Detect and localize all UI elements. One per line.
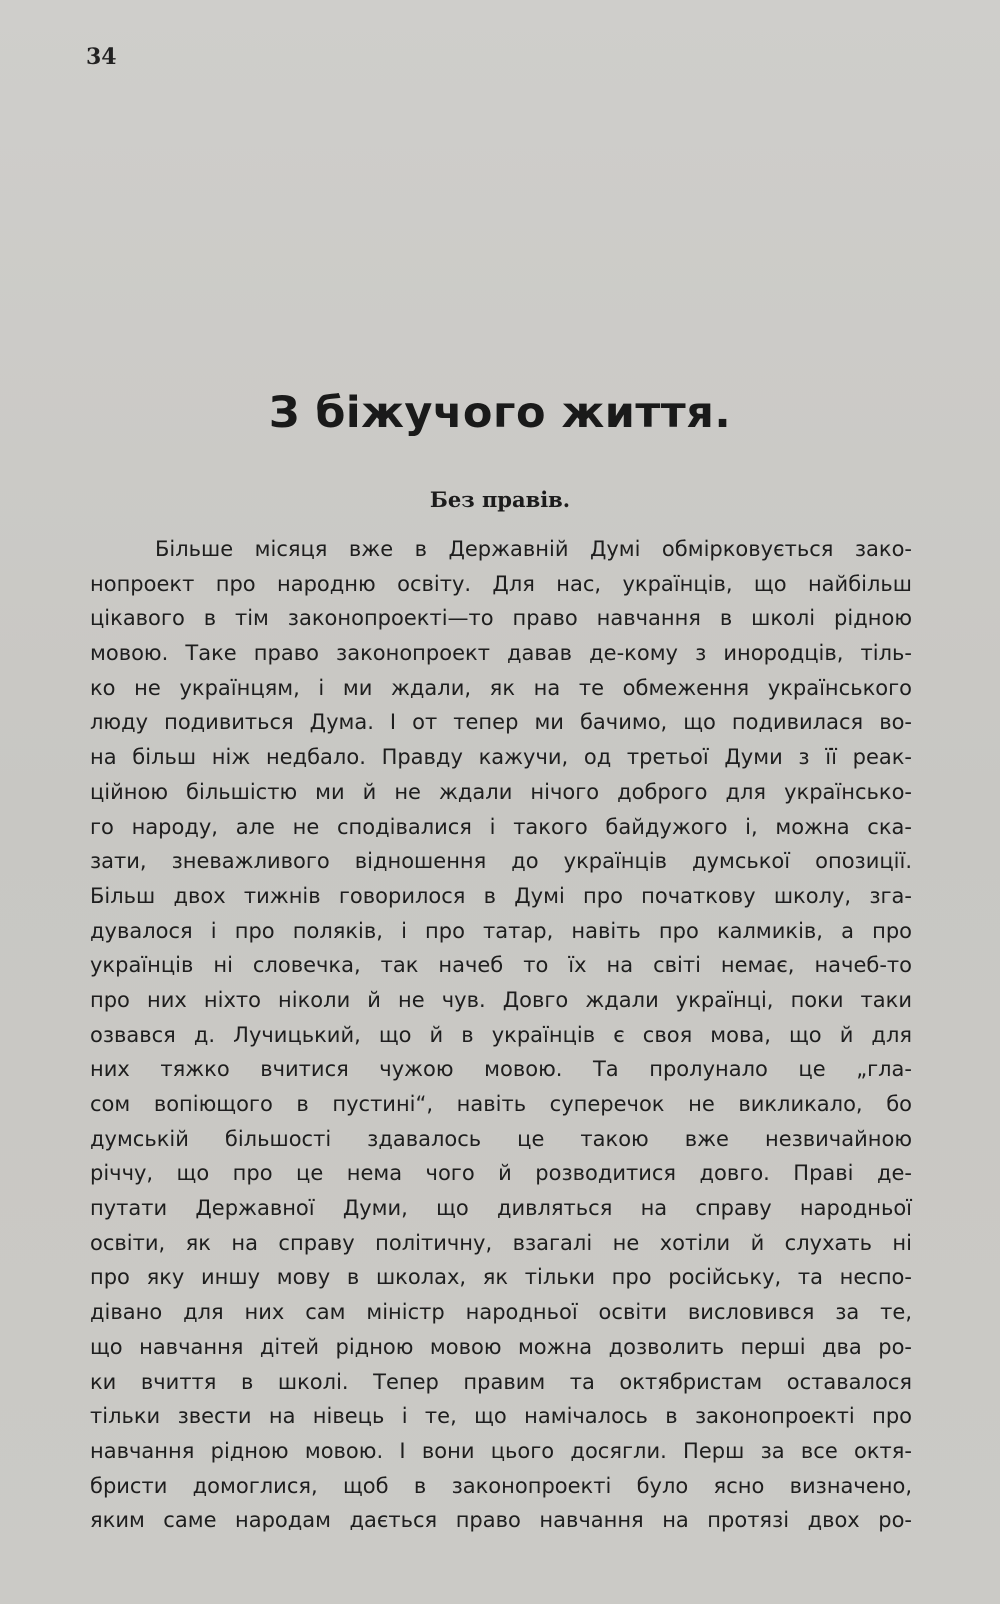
text-line: на більш ніж недбало. Правду кажучи, од третьої Думи з її реак- bbox=[90, 745, 912, 770]
text-line: про яку иншу мову в школах, як тільки про російську, та неспо- bbox=[90, 1265, 912, 1290]
text-line: річчу, що про це нема чого й розводитися довго. Праві де- bbox=[90, 1161, 912, 1186]
text-line: освіти, як на справу політичну, взагалі не хотіли й слухать ні bbox=[90, 1230, 912, 1255]
text-line: них тяжко вчитися чужою мовою. Та пролунало це „гла- bbox=[90, 1057, 912, 1082]
text-line: ко не українцям, і ми ждали, як на те обмеження українського bbox=[90, 675, 912, 700]
article-body bbox=[90, 532, 912, 1538]
text-line: про них ніхто ніколи й не чув. Довго ждали українці, поки таки bbox=[90, 987, 912, 1012]
text-line: дувалося і про поляків, і про татар, навіть про калмиків, а про bbox=[90, 918, 912, 943]
text-line: мовою. Таке право законопроект давав де-кому з инородців, тіль- bbox=[90, 641, 912, 666]
text-line: бристи домоглися, щоб в законопроекті було ясно визначено, bbox=[90, 1473, 912, 1498]
page-number: 34 bbox=[86, 44, 117, 70]
section-title: З біжучого життя. bbox=[268, 388, 732, 438]
text-line: ційною більшістю ми й не ждали нічого доброго для українсько- bbox=[90, 779, 912, 804]
text-line: нопроект про народню освіту. Для нас, українців, що найбільш bbox=[90, 571, 912, 596]
text-line: путати Державної Думи, що дивляться на справу народньої bbox=[90, 1196, 912, 1221]
text-line: Більш двох тижнів говорилося в Думі про початкову школу, зга- bbox=[90, 883, 912, 908]
text-line: го народу, але не сподівалися і такого байдужого і, можна ска- bbox=[90, 814, 912, 839]
text-line: озвався д. Лучицький, що й в українців є своя мова, що й для bbox=[90, 1022, 912, 1047]
text-line: дівано для них сам міністр народньої освіти висловився за те, bbox=[90, 1300, 912, 1325]
article-title: Без правів. bbox=[429, 487, 571, 512]
text-line: тільки звести на нівець і те, що намічалось в законопроекті про bbox=[90, 1404, 912, 1429]
text-line: українців ні словечка, так начеб то їх на світі немає, начеб-то bbox=[90, 953, 912, 978]
text-line: цікавого в тім законопроекті—то право навчання в школі рідною bbox=[90, 606, 912, 631]
text-line: сом вопіющого в пустині“, навіть суперечок не викликало, бо bbox=[90, 1092, 912, 1116]
text-line: зати, зневажливого відношення до українців думської опозиції. bbox=[90, 849, 912, 874]
text-line: що навчання дітей рідною мовою можна дозволить перші два ро- bbox=[90, 1334, 912, 1359]
text-line: яким саме народам дається право навчання на протязі двох ро- bbox=[90, 1508, 912, 1533]
text-line: люду подивиться Дума. І от тепер ми бачимо, що подивилася во- bbox=[90, 710, 912, 735]
text-line: Більше місяця вже в Державній Думі обмірковується зако- bbox=[155, 537, 912, 561]
text-line: думській більшості здавалось це такою вже незвичайною bbox=[90, 1126, 912, 1151]
text-line: навчання рідною мовою. І вони цього досягли. Перш за все октя- bbox=[90, 1438, 912, 1463]
text-line: ки вчиття в школі. Тепер правим та октябристам оставалося bbox=[90, 1369, 912, 1394]
